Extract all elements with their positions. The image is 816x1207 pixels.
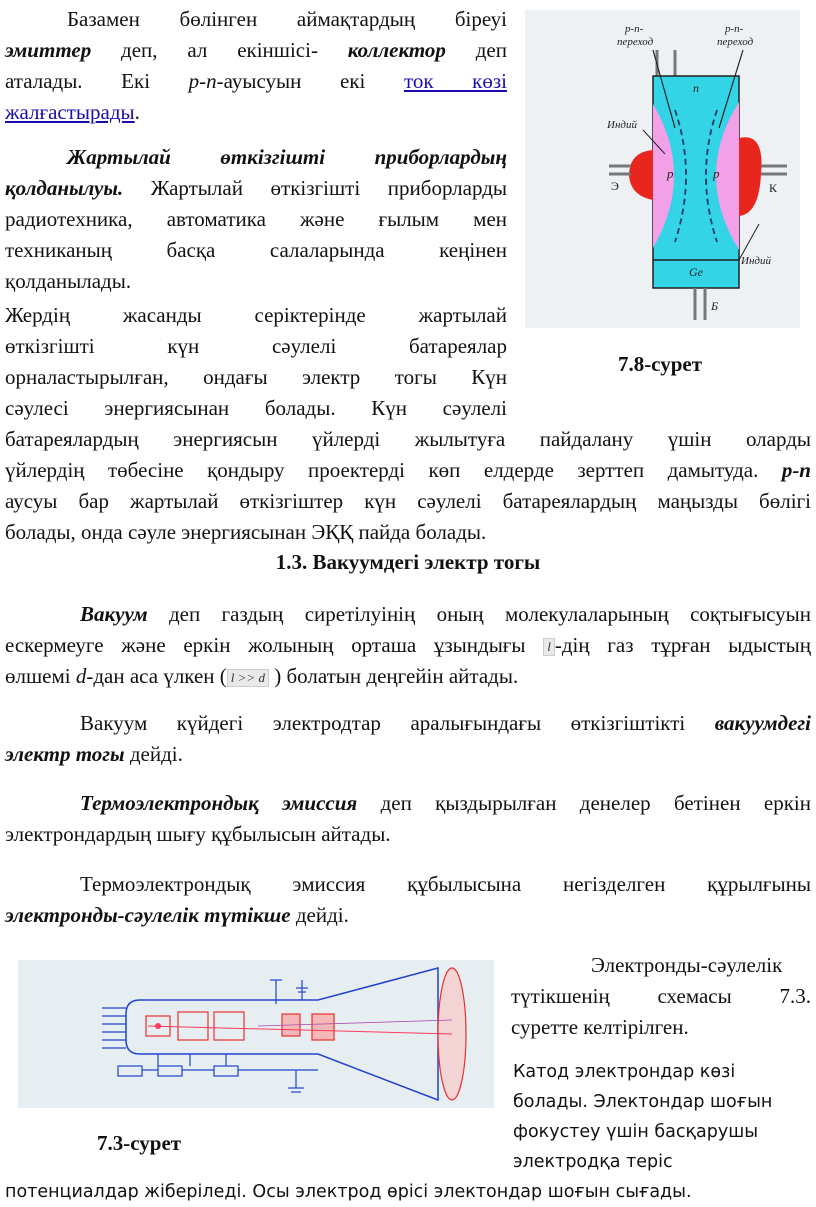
label-ge: Ge bbox=[689, 265, 703, 279]
text-span: вакуумдегі bbox=[714, 711, 811, 735]
section-heading: 1.3. Вакуумдегі электр тогы bbox=[275, 550, 541, 574]
text-line bbox=[5, 599, 811, 630]
text-line: Электронды-сәулелік bbox=[591, 953, 783, 977]
text-line bbox=[5, 97, 507, 128]
text-span: . bbox=[134, 100, 140, 124]
text-line: батареялардың энергиясын үйлерді жылытуға пайдалану үшін оларды bbox=[5, 427, 811, 451]
text-line: техниканың басқа салаларында кеңінен bbox=[5, 238, 507, 262]
label-p-right: p bbox=[713, 166, 720, 181]
text-line bbox=[5, 900, 811, 931]
text-line: қолданылады. bbox=[5, 269, 132, 293]
label-emitter: Э bbox=[611, 179, 619, 193]
paragraph-crt bbox=[5, 869, 811, 931]
text-line bbox=[5, 66, 507, 97]
paragraph-electrodes bbox=[5, 4, 507, 128]
text-line: Катод электрондар көзі bbox=[513, 1062, 736, 1082]
text-line bbox=[5, 661, 811, 692]
text-span: p-n bbox=[188, 69, 217, 93]
text-line: радиотехника, автоматика және ғылым мен bbox=[5, 207, 507, 231]
text-span: деп газдың сиретілуінің оның молекулаларының соқтығысуын bbox=[147, 602, 811, 626]
text-line bbox=[5, 708, 811, 739]
text-span: Жартылай өткізгішті приборларды bbox=[123, 176, 507, 200]
text-line: түтікшенің схемасы 7.3. bbox=[511, 984, 811, 1008]
term-emitter: эмиттер bbox=[5, 38, 92, 62]
label-pn-left-2: переход bbox=[617, 36, 654, 48]
text-span: электронды-сәулелік түтікше bbox=[5, 903, 291, 927]
text-line: сәулесі энергиясынан болады. Күн сәулелі bbox=[5, 396, 507, 420]
text-line bbox=[5, 739, 811, 770]
text-span: ескермеуге және еркін жолының орташа ұзындығы bbox=[5, 633, 544, 657]
paragraph-vacuum-current bbox=[5, 708, 811, 770]
figure-background bbox=[18, 960, 494, 1108]
text-line: өткізгішті күн сәулелі батареялар bbox=[5, 334, 507, 358]
paragraph-thermionic bbox=[5, 788, 811, 850]
crt-diagram bbox=[18, 960, 494, 1108]
text-span: Вакуум күйдегі электродтар аралығындағы өткізгіштікті bbox=[80, 711, 715, 735]
text-line: Жердің жасанды серіктерінде жартылай bbox=[5, 303, 507, 327]
label-base: Б bbox=[711, 299, 719, 313]
text-span: d bbox=[75, 664, 87, 688]
text-span: деп қыздырылған денелер бетінен еркін bbox=[357, 791, 812, 815]
text-span: Вакуум bbox=[80, 602, 148, 626]
text-span: Термоэлектрондық эмиссия bbox=[80, 791, 358, 815]
paragraph-cathode bbox=[513, 1057, 813, 1177]
link-current-source[interactable]: ток көзі bbox=[403, 69, 508, 93]
text-line bbox=[5, 455, 811, 486]
text-line: электрондардың шығу құбылысын айтады. bbox=[5, 822, 391, 846]
figure-78-caption: 7.8-сурет bbox=[617, 352, 703, 376]
section-title: Жартылай өткізгішті приборлардың bbox=[67, 145, 507, 169]
label-pn-right-2: переход bbox=[717, 36, 754, 48]
paragraph-solar bbox=[5, 300, 507, 424]
paragraph-vacuum bbox=[5, 599, 811, 692]
paragraph-cathode-cont bbox=[5, 1177, 811, 1207]
text-span: -дің газ тұрған ыдыстың bbox=[554, 633, 811, 657]
label-collector: К bbox=[769, 181, 778, 195]
transistor-diagram bbox=[525, 10, 800, 328]
text-span: үйлердің төбесіне қондыру проектерді көп елдерде зерттеп дамытуда. bbox=[5, 458, 782, 482]
paragraph-crt-scheme bbox=[511, 950, 811, 1043]
formula-mean-free-path: l bbox=[543, 638, 555, 656]
text-span: өлшемі bbox=[5, 664, 76, 688]
text-line bbox=[5, 35, 507, 66]
text-span: p-n bbox=[781, 458, 811, 482]
figure-pn-transistor bbox=[525, 10, 800, 328]
text-line: аусуы бар жартылай өткізгіштер күн сәулелі батареялардың маңызды бөлігі bbox=[5, 489, 811, 513]
text-line: Базамен бөлінген аймақтардың біреуі bbox=[67, 7, 507, 31]
text-line: потенциалдар жіберіледі. Осы электрод өрісі электондар шоғын сығады. bbox=[5, 1182, 692, 1202]
formula-l-much-greater-d: l >> d bbox=[227, 669, 269, 687]
text-line: болады, онда сәуле энергиясынан ЭҚҚ пайда болады. bbox=[5, 520, 487, 544]
figure-crt bbox=[18, 960, 494, 1108]
paragraph-applications bbox=[5, 142, 507, 297]
label-indium-top: Индий bbox=[607, 119, 637, 131]
text-span: дейді. bbox=[290, 903, 349, 927]
text-span: қолданылуы. bbox=[5, 176, 124, 200]
label-pn-left: p-n- bbox=[625, 23, 644, 35]
text-line bbox=[5, 788, 811, 819]
text-line: Термоэлектрондық эмиссия құбылысына негізделген құрылғыны bbox=[80, 872, 811, 896]
label-n: n bbox=[693, 81, 699, 95]
text-line: болады. Электондар шоғын bbox=[513, 1092, 773, 1112]
label-indium-bottom: Индий bbox=[741, 255, 771, 267]
text-span: аталады. Екі bbox=[5, 69, 189, 93]
text-line: электродқа теріс bbox=[513, 1152, 673, 1172]
text-span: ) болатын деңгейін айтады. bbox=[268, 664, 519, 688]
text-line bbox=[5, 173, 507, 204]
text-span: деп bbox=[445, 38, 507, 62]
text-span: дейді. bbox=[124, 742, 183, 766]
text-span: -ауысуын екі bbox=[216, 69, 404, 93]
text-span: -дан аса үлкен ( bbox=[86, 664, 227, 688]
label-p-left: p bbox=[667, 166, 674, 181]
text-line: фокустеу үшін басқарушы bbox=[513, 1122, 759, 1142]
text-span: электр тогы bbox=[5, 742, 125, 766]
label-pn-right: p-n- bbox=[725, 23, 744, 35]
paragraph-solar-cont bbox=[5, 424, 811, 548]
text-line: суретте келтірілген. bbox=[511, 1015, 689, 1039]
figure-73-caption: 7.3-сурет bbox=[97, 1131, 182, 1155]
term-collector: коллектор bbox=[347, 38, 446, 62]
cathode bbox=[155, 1023, 161, 1029]
text-line: орналастырылған, ондағы электр тогы Күн bbox=[5, 365, 507, 389]
link-connects[interactable]: жалғастырады bbox=[5, 100, 135, 124]
text-span: деп, ал екіншісі- bbox=[91, 38, 348, 62]
text-line bbox=[5, 630, 811, 661]
